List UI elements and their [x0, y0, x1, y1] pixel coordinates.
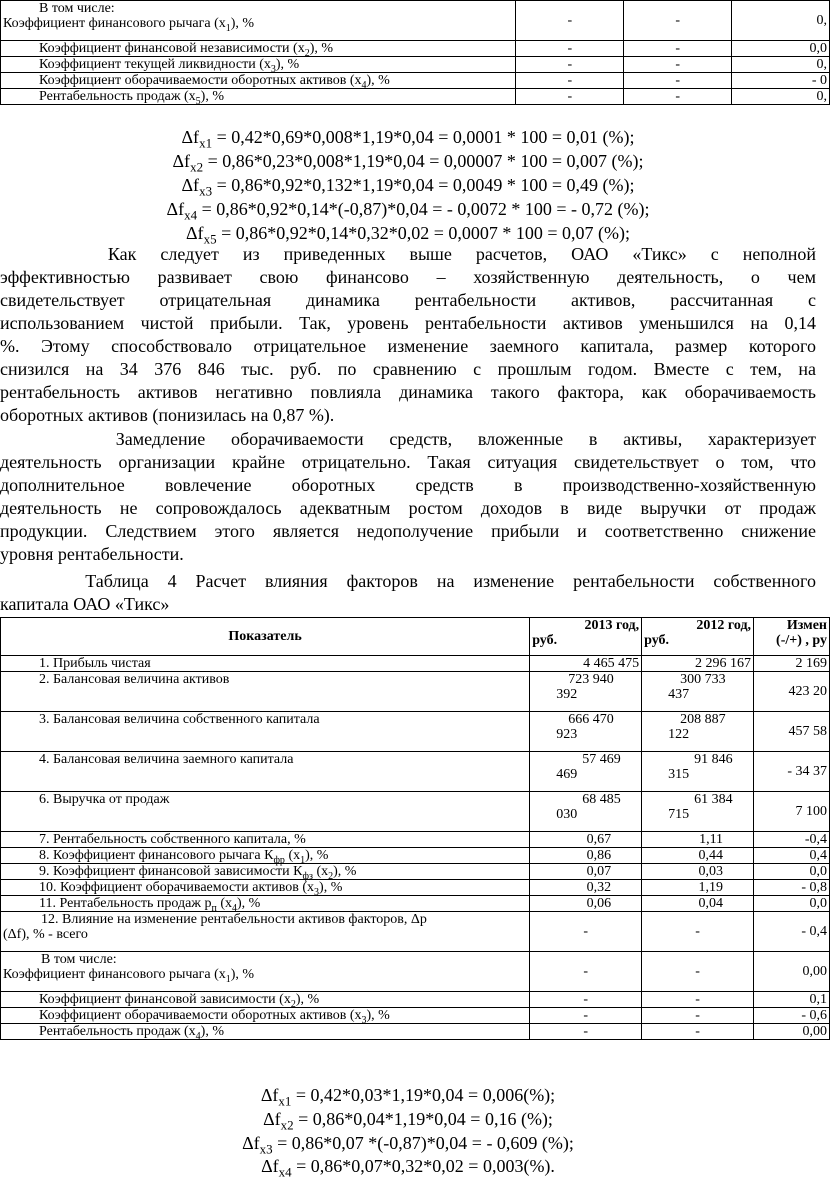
cell-2012: 1,19 — [642, 880, 754, 896]
subscript: x3 — [259, 1141, 273, 1157]
formula-lhs: Δf — [185, 223, 204, 243]
row-label-text: (x — [284, 848, 301, 863]
subscript: x1 — [199, 135, 213, 151]
cell-change: 0,0 — [754, 864, 830, 880]
subscript: 2 — [304, 47, 310, 59]
row-label-text: 8. Коэффициент финансового рычага К — [39, 848, 274, 863]
row-label-text: 9. Коэффициент финансовой зависимости К — [39, 864, 303, 879]
row-label-line: 12. Влияние на изменение рентабельности активов факторов, Δр — [41, 912, 427, 927]
cell-2012: 2 296 167 — [642, 656, 754, 672]
row-label — [1, 1024, 530, 1040]
cell-2013: - — [530, 1008, 642, 1024]
row-label-text: ), % — [295, 992, 320, 1007]
cell-2013-line1: 68 485 — [582, 792, 621, 807]
formula-rhs: = 0,42*0,03*1,19*0,04 = 0,006(%); — [291, 1085, 556, 1105]
cell-2013: 0,32 — [530, 880, 642, 896]
cell-2012-line2: 715 — [668, 807, 690, 822]
subscript: 3 — [270, 63, 276, 75]
row-label — [1, 880, 530, 896]
header-2013 — [530, 618, 642, 656]
table-row — [1, 992, 830, 1008]
cell-change: - 0,4 — [754, 912, 830, 952]
text-line: Замедление оборачиваемости средств, вложенные в активы, характеризует — [0, 429, 816, 449]
subscript: x5 — [203, 231, 217, 247]
text-line: Как следует из приведенных выше расчетов, ОАО «Тикс» с неполной — [0, 244, 816, 264]
subscript: 3 — [314, 886, 320, 898]
header-2012-year: 2012 год, — [696, 618, 752, 633]
row-label-tail: ), % — [200, 89, 224, 104]
paragraph-conclusion — [0, 428, 816, 566]
cell-change: 0,00 — [754, 952, 830, 992]
row-label-text: Коэффициент финансового рычага (x — [3, 967, 226, 982]
table-row — [1, 73, 830, 89]
table-row — [1, 896, 830, 912]
cell-2012: - — [624, 57, 732, 73]
formula-lhs: Δf — [172, 151, 191, 171]
row-label: Коэффициент оборачиваемости оборотных активов (x — [39, 73, 362, 88]
table-header-row — [1, 618, 830, 656]
row-label: 1. Прибыль чистая — [1, 656, 530, 672]
text-line: деятельность не сопровождалось адекватным ростом доходов в виде выручки от продаж — [0, 498, 816, 518]
header-2012-unit: руб. — [644, 633, 670, 648]
cell-change: 0, — [732, 57, 830, 73]
formula-lhs: Δf — [260, 1085, 279, 1105]
cell-2012: - — [624, 41, 732, 57]
row-label-text: Рентабельность продаж (x — [39, 1024, 196, 1039]
cell-2012: 0,44 — [642, 848, 754, 864]
subscript: 4 — [232, 902, 238, 914]
formula-lhs: Δf — [242, 1133, 260, 1153]
cell-2012-line2: 122 — [668, 727, 690, 742]
row-label: 3. Балансовая величина собственного капитала — [1, 712, 530, 752]
cell-2013 — [530, 752, 642, 792]
subscript: x3 — [199, 183, 213, 199]
cell-2013: - — [530, 952, 642, 992]
cell-2012: - — [642, 952, 754, 992]
cell-2013: 0,07 — [530, 864, 642, 880]
row-label: Рентабельность продаж (x — [39, 89, 196, 104]
subscript: 1 — [300, 854, 306, 866]
cell-change: 0,0 — [754, 896, 830, 912]
table-row — [1, 832, 830, 848]
cell-2013: - — [516, 1, 624, 41]
cell-2013-line2: 030 — [556, 807, 578, 822]
row-label: 6. Выручка от продаж — [1, 792, 530, 832]
table-row — [1, 57, 830, 73]
cell-2012 — [642, 752, 754, 792]
cell-2012-line2: 437 — [668, 687, 690, 702]
cell-2013: 0,67 — [530, 832, 642, 848]
cell-change: - 0,6 — [754, 1008, 830, 1024]
paragraph-analysis — [0, 243, 816, 427]
cell-2013-line1: 723 940 — [568, 672, 614, 687]
formula-lhs: Δf — [261, 1156, 279, 1176]
row-label: Коэффициент текущей ликвидности (x — [39, 57, 271, 72]
formula-rhs: = 0,86*0,23*0,008*1,19*0,04 = 0,00007 * 100 = 0,007 (%); — [203, 151, 644, 171]
subscript: 2 — [290, 998, 296, 1010]
cell-2012: 1,11 — [642, 832, 754, 848]
formula-line — [0, 198, 816, 221]
cell-2013: 4 465 475 — [530, 656, 642, 672]
header-change-title: Измен — [786, 618, 827, 633]
row-label — [1, 992, 530, 1008]
cell-2012: - — [642, 912, 754, 952]
subscript: фр — [273, 854, 285, 866]
table3-tail — [0, 0, 830, 105]
row-label-text: 10. Коэффициент оборачиваемости активов (x — [39, 880, 315, 895]
cell-2012-line1: 300 733 — [680, 672, 726, 687]
row-label-tail: ), % — [309, 41, 334, 56]
table-row — [1, 752, 830, 792]
row-label: Коэффициент финансовой независимости (x — [39, 41, 305, 56]
row-label-text: ), % — [200, 1024, 224, 1039]
cell-2012-line1: 208 887 — [680, 712, 726, 727]
cell-change: 2 169 — [754, 656, 830, 672]
table-row — [1, 864, 830, 880]
formula-line — [0, 1084, 816, 1107]
formula-line — [0, 222, 816, 245]
cell-2012: 0,03 — [642, 864, 754, 880]
subscript: x4 — [278, 1164, 292, 1180]
cell-change: - 34 37 — [754, 752, 830, 792]
row-label-text: ), % — [230, 967, 255, 982]
formula-line — [0, 1108, 816, 1131]
cell-2012: - — [624, 73, 732, 89]
cell-2013-line1: 57 469 — [582, 752, 621, 767]
subscript: фз — [302, 870, 313, 882]
cell-2013: - — [530, 1024, 642, 1040]
cell-change: 0, — [732, 89, 830, 105]
table-row — [1, 656, 830, 672]
cell-change: -0,4 — [754, 832, 830, 848]
subscript: п — [211, 902, 217, 914]
header-2013-year: 2013 год, — [584, 618, 640, 633]
formula-line — [0, 150, 816, 173]
row-label-text: Коэффициент оборачиваемости оборотных активов (x — [39, 1008, 362, 1023]
subscript: 1 — [225, 973, 231, 985]
subscript: x1 — [278, 1093, 292, 1109]
cell-2012-line2: 315 — [668, 767, 690, 782]
table-row — [1, 912, 830, 952]
row-label — [1, 1008, 530, 1024]
row-label-text: (x — [312, 864, 329, 879]
formula-lhs: Δf — [181, 127, 200, 147]
formula-rhs: = 0,86*0,07*0,32*0,02 = 0,003(%). — [291, 1156, 555, 1176]
row-label-text: 11. Рентабельность продаж р — [39, 896, 212, 911]
table-row — [1, 952, 830, 992]
row-label: 4. Балансовая величина заемного капитала — [1, 752, 530, 792]
cell-change: 0,1 — [754, 992, 830, 1008]
cell-change: - 0,8 — [754, 880, 830, 896]
cell-2012: - — [624, 89, 732, 105]
subscript: 4 — [361, 79, 367, 91]
row-label-text: ), % — [237, 896, 261, 911]
cell-2012: - — [624, 1, 732, 41]
subscript: x2 — [190, 159, 204, 175]
table-row — [1, 89, 830, 105]
row-label-line: (Δf), % - всего — [3, 927, 88, 942]
text-line: дополнительное вовлечение оборотных средств в производственно-хозяйственную — [0, 475, 816, 495]
row-label: В том числе: — [39, 1, 115, 16]
formula-lhs: Δf — [166, 199, 185, 219]
formula-rhs: = 0,86*0,92*0,14*(-0,87)*0,04 = - 0,0072 * 100 = - 0,72 (%); — [197, 199, 650, 219]
cell-2013-line1: 666 470 — [568, 712, 614, 727]
cell-2013: - — [516, 89, 624, 105]
cell-2013: - — [516, 41, 624, 57]
cell-2012-line1: 91 846 — [694, 752, 733, 767]
text-line: свидетельствует отрицательная динамика рентабельности активов, рассчитанная с — [0, 290, 816, 310]
row-label: 2. Балансовая величина активов — [1, 672, 530, 712]
formula-line — [0, 126, 816, 149]
text-line: уровня рентабельности. — [0, 544, 184, 564]
row-label: Коэффициент финансового рычага (x — [3, 16, 226, 31]
cell-2013: 0,06 — [530, 896, 642, 912]
row-label-text: ), % — [319, 880, 343, 895]
cell-2012: 0,04 — [642, 896, 754, 912]
text-line: эффективностью развивает свою финансово – хозяйственную деятельность, о чем — [0, 267, 816, 287]
cell-2012 — [642, 712, 754, 752]
formula-rhs: = 0,86*0,07 *(-0,87)*0,04 = - 0,609 (%); — [272, 1133, 574, 1153]
table-row — [1, 792, 830, 832]
cell-2012: - — [642, 1024, 754, 1040]
row-label-tail: ), % — [230, 16, 255, 31]
row-label — [1, 848, 530, 864]
cell-2013 — [530, 792, 642, 832]
row-label — [1, 896, 530, 912]
table4-caption — [0, 570, 816, 616]
cell-2012: - — [642, 992, 754, 1008]
cell-2013: 0,86 — [530, 848, 642, 864]
cell-2012-line1: 61 384 — [694, 792, 733, 807]
cell-2012: - — [642, 1008, 754, 1024]
cell-change: - 0 — [732, 73, 830, 89]
table-row — [1, 712, 830, 752]
cell-2013: - — [516, 73, 624, 89]
table-row — [1, 1024, 830, 1040]
table-row — [1, 880, 830, 896]
row-label-text: ), % — [305, 848, 329, 863]
caption-line: Таблица 4 Расчет влияния факторов на изменение рентабельности собственного — [0, 571, 816, 591]
row-label: 7. Рентабельность собственного капитала, % — [1, 832, 530, 848]
subscript: 1 — [225, 22, 231, 34]
formula-rhs: = 0,86*0,92*0,132*1,19*0,04 = 0,0049 * 100 = 0,49 (%); — [212, 175, 635, 195]
header-indicator: Показатель — [1, 618, 530, 656]
cell-change: 0,0 — [732, 41, 830, 57]
table4 — [0, 617, 830, 1040]
row-label-tail: ), % — [275, 57, 300, 72]
cell-change: 0,4 — [754, 848, 830, 864]
formula-rhs: = 0,86*0,92*0,14*0,32*0,02 = 0,0007 * 100 = 0,07 (%); — [216, 223, 630, 243]
cell-2013 — [530, 672, 642, 712]
formula-lhs: Δf — [263, 1109, 281, 1129]
cell-change: 423 20 — [754, 672, 830, 712]
table-row — [1, 41, 830, 57]
cell-2013: - — [530, 912, 642, 952]
cell-2013-line2: 469 — [556, 767, 578, 782]
row-label-text: ), % — [333, 864, 357, 879]
cell-2012 — [642, 792, 754, 832]
row-label — [1, 864, 530, 880]
header-2012 — [642, 618, 754, 656]
text-line: рентабельность активов негативно повлияла динамика такого фактора, как оборачиваемость — [0, 382, 816, 402]
row-label-tail: ), % — [366, 73, 390, 88]
row-label-text: Коэффициент финансовой зависимости (x — [39, 992, 291, 1007]
table-row — [1, 1008, 830, 1024]
formula-line — [0, 1155, 816, 1178]
cell-change: 0,00 — [754, 1024, 830, 1040]
formula-line — [0, 174, 816, 197]
header-change — [754, 618, 830, 656]
row-label — [1, 912, 530, 952]
subscript: x4 — [184, 207, 198, 223]
row-label — [1, 952, 530, 992]
text-line: использованием чистой прибыли. Так, уровень рентабельности активов уменьшился на 0,14 — [0, 313, 816, 333]
row-label-text: (x — [216, 896, 233, 911]
text-line: снизился на 34 376 846 тыс. руб. по сравнению с прошлым годом. Вместе с тем, на — [0, 359, 816, 379]
header-2013-unit: руб. — [532, 633, 558, 648]
cell-change: 0, — [732, 1, 830, 41]
row-label-line: В том числе: — [41, 952, 117, 967]
caption-line: капитала ОАО «Тикс» — [0, 594, 170, 614]
cell-2013 — [530, 712, 642, 752]
table-row — [1, 848, 830, 864]
formula-rhs: = 0,42*0,69*0,008*1,19*0,04 = 0,0001 * 100 = 0,01 (%); — [212, 127, 635, 147]
formula-lhs: Δf — [181, 175, 200, 195]
cell-2013-line2: 923 — [556, 727, 578, 742]
subscript: 2 — [328, 870, 334, 882]
subscript: x2 — [280, 1117, 294, 1133]
text-line: деятельность организации крайне отрицательно. Такая ситуация свидетельствует о том, что — [0, 452, 816, 472]
cell-2013: - — [516, 57, 624, 73]
table-row — [1, 1, 830, 41]
cell-change: 457 58 — [754, 712, 830, 752]
header-change-unit: (-/+) , ру — [776, 633, 827, 648]
text-line: %. Этому способствовало отрицательное изменение заемного капитала, размер которого — [0, 336, 816, 356]
cell-2013: - — [530, 992, 642, 1008]
table-row — [1, 672, 830, 712]
cell-2013-line2: 392 — [556, 687, 578, 702]
formula-line — [0, 1132, 816, 1155]
text-line: оборотных активов (понизилась на 0,87 %). — [0, 405, 335, 425]
subscript: 3 — [361, 1014, 367, 1026]
text-line: продукции. Следствием этого является недополучение прибыли и соответственно снижение — [0, 521, 816, 541]
row-label-text: ), % — [366, 1008, 390, 1023]
cell-2012 — [642, 672, 754, 712]
subscript: 4 — [195, 1030, 201, 1042]
cell-change: 7 100 — [754, 792, 830, 832]
formula-rhs: = 0,86*0,04*1,19*0,04 = 0,16 (%); — [293, 1109, 553, 1129]
subscript: 5 — [195, 95, 201, 107]
